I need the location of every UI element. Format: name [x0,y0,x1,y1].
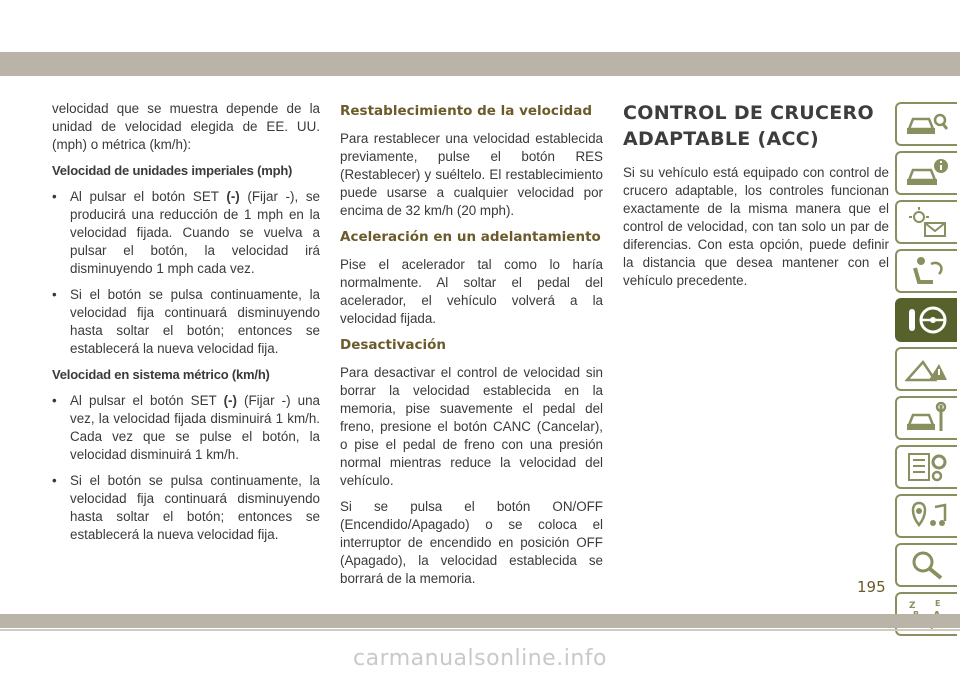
chapter-tabs [895,102,957,641]
column-3 [623,100,889,298]
magnifier-icon [905,548,949,582]
heading-deactivation: Desactivación [340,337,447,353]
page-number: 195 [857,578,886,596]
heading-reset: Restablecimiento de la velocidad [340,103,592,119]
list-item: • Si el botón se pulsa continuamente, la velocidad fija continuará disminuyendo hasta soltar el botón; entonces se establecerá la nueva velocidad fija. [52,473,320,542]
multimedia-nav-icon [905,499,949,533]
steering-wheel-key-icon [905,303,949,337]
seat-airbag-icon [905,254,949,288]
tab-search[interactable] [895,543,957,587]
tab-service[interactable] [895,396,957,440]
paragraph-deactivation-1: Para desactivar el control de velocidad sin borrar la velocidad establecida en la memoria, pise suavemente el pedal del freno, presione el botón CANC (Cancelar), o pise el pedal de freno con una presión normal mientras reduce la velocidad del vehículo. [340,365,603,488]
paragraph-accel: Pise el acelerador tal como lo haría normalmente. Al soltar el pedal del acelerador, el vehículo volverá a la velocidad fijada. [340,257,603,326]
minus-label: (-) [226,189,240,204]
tab-car-info[interactable] [895,151,957,195]
paragraph-deactivation-2: Si se pulsa el botón ON/OFF (Encendido/Apagado) o se coloca el interruptor de encendido en posición OFF (Apagado), la velocidad establecida se borrará de la memoria. [340,499,603,586]
tab-emergency[interactable] [895,347,957,391]
warning-lights-message-icon [905,205,949,239]
specifications-gear-icon [905,450,949,484]
bullet-dot: • [52,393,57,408]
list-item: • Al pulsar el botón SET (-) (Fijar -) una vez, la velocidad fijada disminuirá 1 km/h. Cada vez que se pulse el botón, la velocidad disminuirá 1 km/h. [52,393,320,462]
tab-car-search[interactable] [895,102,957,146]
svg-text:E: E [935,599,941,608]
bullet-dot: • [52,473,57,488]
heading-imperial: Velocidad de unidades imperiales (mph) [52,163,293,178]
paragraph-reset: Para restablecer una velocidad establecida previamente, pulse el botón RES (Restablecer) y suéltelo. El restablecimiento puede usarse a cualquier velocidad por encima de 32 km/h (20 mph). [340,131,603,218]
car-service-icon [905,401,949,435]
watermark: carmanualsonline.info [353,646,607,671]
top-band [0,52,960,76]
bullet-dot: • [52,189,57,204]
svg-text:Z: Z [909,601,916,611]
tab-starting-driving[interactable] [895,298,957,342]
car-search-icon [905,107,949,141]
road-emergency-icon [905,352,949,386]
tab-multimedia[interactable] [895,494,957,538]
tab-warning-lights[interactable] [895,200,957,244]
list-item: • Si el botón se pulsa continuamente, la velocidad fija continuará disminuyendo hasta soltar el botón; entonces se establecerá la nueva velocidad fija. [52,287,320,356]
heading-metric: Velocidad en sistema métrico (km/h) [52,367,270,382]
intro-paragraph: velocidad que se muestra depende de la unidad de velocidad elegida de EE. UU. (mph) o métrica (km/h): [52,101,320,152]
column-1 [52,100,320,552]
bottom-line [0,629,960,631]
list-item: • Al pulsar el botón SET (-) (Fijar -), se producirá una reducción de 1 mph en la velocidad fijada. Cuando se vuelva a pulsar el botón, la velocidad irá disminuyendo 1 mph cada vez. [52,189,320,276]
column-2 [340,100,603,596]
tab-specifications[interactable] [895,445,957,489]
minus-label: (-) [223,393,237,408]
heading-accel: Aceleración en un adelantamiento [340,229,601,245]
paragraph-acc: Si su vehículo está equipado con control de crucero adaptable, los controles funcionan exactamente de la misma manera que el control de velocidad, con tan solo un par de diferencias. Con esta opción, puede definir la distancia que desea mantener con el vehículo precedente. [623,165,889,288]
section-title: CONTROL DE CRUCERO ADAPTABLE (ACC) [623,102,874,150]
tab-seat-airbag[interactable] [895,249,957,293]
car-info-icon [905,156,949,190]
bottom-band [0,614,960,628]
bullet-dot: • [52,287,57,302]
